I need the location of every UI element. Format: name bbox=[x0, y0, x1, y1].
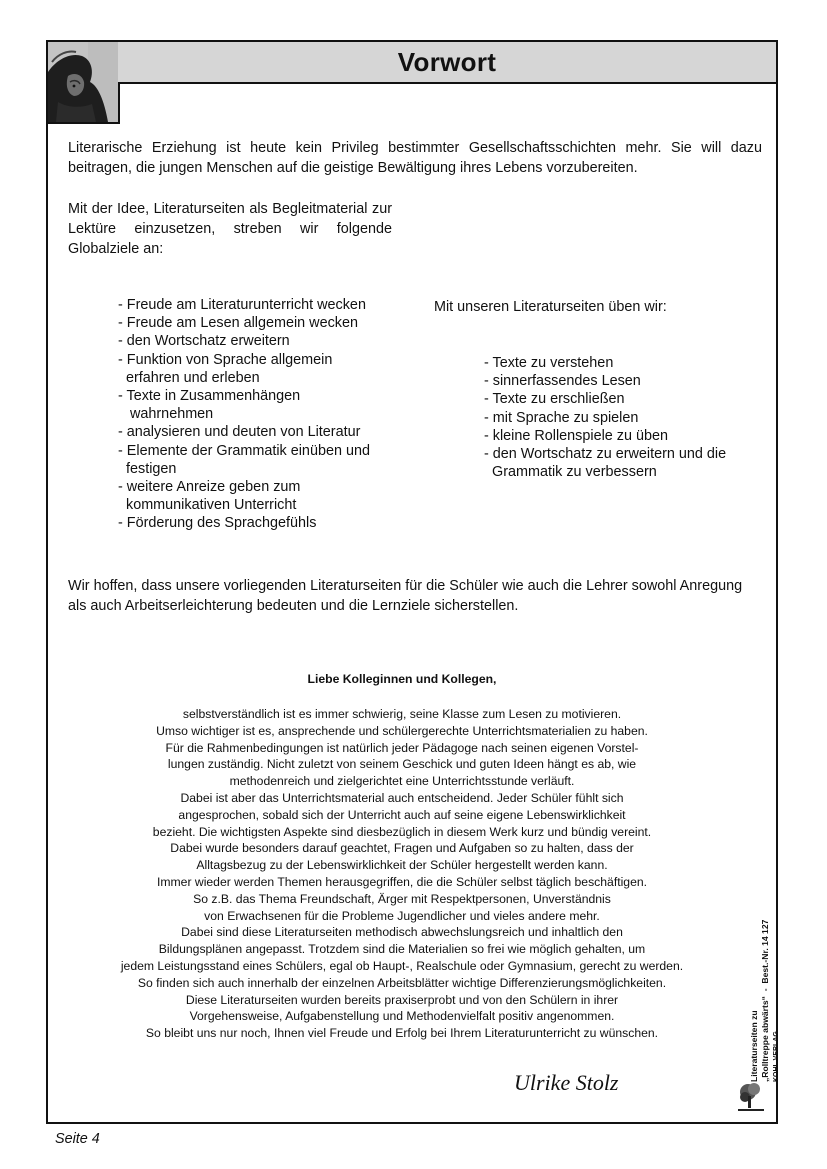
letter-line: Diese Literaturseiten wurden bereits praxiserprobt und von den Schülern in ihrer bbox=[185, 992, 619, 1007]
publisher-name: KOHL VERLAG bbox=[773, 1031, 780, 1082]
side-imprint bbox=[749, 822, 782, 1082]
list-item: - Funktion von Sprache allgemein bbox=[118, 351, 333, 368]
list-item: Grammatik zu verbessern bbox=[484, 464, 657, 481]
list-item: - Texte zu erschließen bbox=[484, 391, 625, 408]
imprint-line: „Rolltreppe abwärts“ - Best.-Nr. 14 127 bbox=[760, 919, 770, 1082]
list-item: - den Wortschatz erweitern bbox=[118, 333, 290, 350]
letter-line: angesprochen, sobald sich der Unterricht auch auf seine eigene Lebenswirklichkeit bbox=[178, 807, 626, 822]
letter-line: Dabei wurde besonders darauf geachtet, Fragen und Aufgaben so zu halten, dass der bbox=[170, 841, 634, 856]
letter-line: von Erwachsenen für die Probleme Jugendlicher und vieles andere mehr. bbox=[204, 908, 600, 923]
ueben-heading: Mit unseren Literaturseiten üben wir: bbox=[434, 299, 667, 315]
idee-paragraph: Mit der Idee, Literaturseiten als Begleitmaterial zur Lektüre einzusetzen, streben wir folgende Globalziele an: bbox=[68, 201, 392, 257]
letter-line: Für die Rahmenbedingungen ist natürlich jeder Pädagoge nach seinen eigenen Vorstel- bbox=[165, 740, 639, 755]
list-item: kommunikativen Unterricht bbox=[118, 497, 297, 514]
list-item: festigen bbox=[118, 460, 177, 477]
list-item: - weitere Anreize geben zum bbox=[118, 479, 301, 496]
letter-body bbox=[48, 706, 756, 1042]
letter-salutation: Liebe Kolleginnen und Kollegen, bbox=[307, 672, 497, 686]
letter-line: selbstverständlich ist es immer schwierig, seine Klasse zum Lesen zu motivieren. bbox=[182, 707, 622, 721]
page-frame bbox=[46, 40, 778, 1124]
list-item: - Förderung des Sprachgefühls bbox=[118, 515, 317, 532]
globalziele-list bbox=[118, 296, 370, 533]
letter-line: methodenreich und zielgerichtet eine Unterrichtsstunde verläuft. bbox=[229, 774, 575, 789]
list-item: - Elemente der Grammatik einüben und bbox=[118, 442, 370, 459]
letter-line: Umso wichtiger ist es, ansprechende und schülergerechte Unterrichtsmaterialien zu haben. bbox=[156, 723, 648, 738]
list-item: - analysieren und deuten von Literatur bbox=[118, 424, 361, 441]
publisher-logo-icon bbox=[736, 1080, 766, 1112]
page-title: Vorwort bbox=[397, 47, 497, 77]
list-item: - den Wortschatz zu erweitern und die bbox=[484, 446, 727, 463]
page-number: Seite 4 bbox=[55, 1131, 100, 1147]
title-bar bbox=[118, 42, 776, 84]
letter-line: Dabei sind diese Literaturseiten methodisch abwechslungsreich und inhaltlich den bbox=[181, 925, 623, 940]
list-item: - Freude am Lesen allgemein wecken bbox=[118, 315, 358, 332]
intro-paragraph: Literarische Erziehung ist heute kein Privileg bestimmter Gesellschaftsschichten mehr. Sie will dazu beitragen, die jungen Menschen auf die geistige Bewältigung ihres Lebens vorzubereiten. bbox=[68, 140, 762, 176]
imprint-line: Literaturseiten zu bbox=[749, 1010, 759, 1082]
letter-line: bezieht. Die wichtigsten Aspekte sind diesbezüglich in diesem Werk kurz und bündig vereint. bbox=[152, 824, 652, 839]
list-item: - Freude am Literaturunterricht wecken bbox=[118, 297, 366, 313]
letter-line: jedem Leistungsstand eines Schülers, egal ob Haupt-, Realschule oder Gymnasium, gerecht zu werden. bbox=[120, 958, 684, 973]
letter-line: Vorgehensweise, Aufgabenstellung und Methodenvielfalt positiv angenommen. bbox=[189, 1009, 615, 1024]
list-item: - Texte in Zusammenhängen bbox=[118, 388, 301, 405]
letter-line: Dabei ist aber das Unterrichtsmaterial auch entscheidend. Jeder Schüler fühlt sich bbox=[180, 790, 624, 805]
letter-line: Alltagsbezug zu der Lebenswirklichkeit der Schüler hergestellt werden kann. bbox=[196, 858, 608, 873]
list-item: erfahren und erleben bbox=[118, 369, 260, 386]
list-item: - mit Sprache zu spielen bbox=[484, 409, 639, 426]
signature: Ulrike Stolz bbox=[514, 1070, 619, 1095]
letter-line: lungen zuständig. Nicht zuletzt von seinem Geschick und guten Ideen hängt es ab, wie bbox=[167, 757, 637, 772]
letter-line: So finden sich auch innerhalb der einzelnen Arbeitsblätter wichtige Differenzierungsmöglichkeiten. bbox=[137, 975, 667, 990]
header-photo bbox=[48, 42, 120, 124]
letter-line: Immer wieder werden Themen herausgegriffen, die die Schüler selbst täglich beschäftigen. bbox=[156, 874, 648, 889]
ueben-list bbox=[484, 354, 726, 481]
list-item: wahrnehmen bbox=[118, 406, 214, 423]
list-item: - sinnerfassendes Lesen bbox=[484, 373, 641, 390]
letter-line: So z.B. das Thema Freundschaft, Ärger mit Respektpersonen, Unverständnis bbox=[193, 891, 611, 906]
list-item: - kleine Rollenspiele zu üben bbox=[484, 427, 668, 444]
hoffen-paragraph: Wir hoffen, dass unsere vorliegenden Literaturseiten für die Schüler wie auch die Lehrer sowohl Anregung als auch Arbeitserleichterung bedeuten und die Lernziele sicherstellen. bbox=[68, 578, 743, 614]
letter-line: Bildungsplänen angepasst. Trotzdem sind die Materialien so frei wie möglich gehalten, um bbox=[158, 942, 646, 957]
letter-line: So bleibt uns nur noch, Ihnen viel Freude und Erfolg bei Ihrem Literaturunterricht zu wünschen. bbox=[145, 1026, 659, 1041]
list-item: - Texte zu verstehen bbox=[484, 355, 614, 371]
